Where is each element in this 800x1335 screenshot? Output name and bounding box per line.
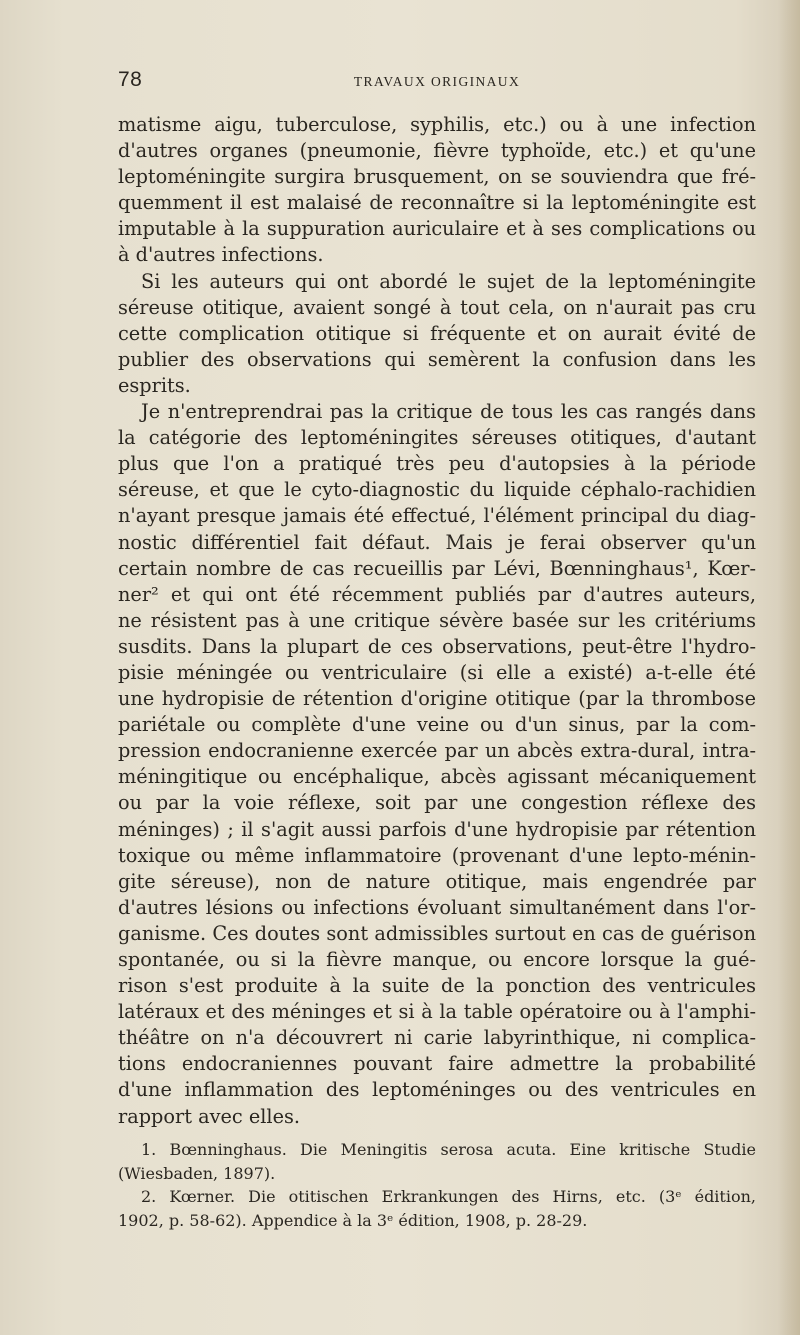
text-line: d'autres lésions ou infections évoluant simultanément dans l'or- [118,895,756,919]
text-line: à d'autres infections. [118,243,324,267]
text-line: publier des observations qui semèrent la confusion dans les [118,347,756,371]
text-line: susdits. Dans la plupart de ces observations, peut-être l'hydro- [118,634,756,658]
main-text [118,112,756,1130]
text-line: Je n'entreprendrai pas la critique de tous les cas rangés dans [141,400,756,424]
text-line: certain nombre de cas recueillis par Lévi, Bœnninghaus¹, Kœr- [118,556,756,580]
text-line: leptoméningite surgira brusquement, on se souviendra que fré- [118,165,756,189]
text-line: méninges) ; il s'agit aussi parfois d'une hydropisie par rétention [118,817,756,841]
text-line: méningitique ou encéphalique, abcès agissant mécaniquement [118,765,756,789]
footnote-line: 1902, p. 58-62). Appendice à la 3ᵉ édition, 1908, p. 28-29. [118,1210,588,1230]
text-line: plus que l'on a pratiqué très peu d'autopsies à la période [118,452,756,476]
text-line: spontanée, ou si la fièvre manque, ou encore lorsque la gué- [118,948,756,971]
text-line: imputable à la suppuration auriculaire et à ses complications ou [118,217,756,241]
page-number: 78 [118,68,143,91]
text-line: d'une inflammation des leptoméninges ou des ventricules en [118,1078,756,1102]
page-header [118,68,756,98]
text-line: gite séreuse), non de nature otitique, mais engendrée par [118,869,756,893]
text-line: la catégorie des leptoméningites séreuses otitiques, d'autant [118,426,756,450]
text-line: Si les auteurs qui ont abordé le sujet de la leptoméningite [141,269,756,293]
running-head: TRAVAUX ORIGINAUX [353,74,521,89]
text-line: pisie méningée ou ventriculaire (si elle a existé) a-t-elle été [118,660,756,684]
text-line: latéraux et des méninges et si à la table opératoire ou à l'amphi- [118,1000,756,1024]
text-line: une hydropisie de rétention d'origine otitique (par la thrombose [118,687,756,711]
text-line: d'autres organes (pneumonie, fièvre typhoïde, etc.) et qu'une [118,139,756,163]
text-line: n'ayant presque jamais été effectué, l'élément principal du diag- [118,504,756,528]
text-line: pression endocranienne exercée par un abcès extra-dural, intra- [118,739,756,763]
footnote-line: 2. Kœrner. Die otitischen Erkrankungen des Hirns, etc. (3ᵉ édition, [141,1187,756,1206]
text-line: ner² et qui ont été récemment publiés par d'autres auteurs, [118,582,756,606]
footnotes [118,1138,756,1232]
text-line: rison s'est produite à la suite de la ponction des ventricules [118,974,756,998]
text-line: quemment il est malaisé de reconnaître si la leptoméningite est [118,191,756,215]
text-line: ne résistent pas à une critique sévère basée sur les critériums [118,608,756,632]
text-line: séreuse otitique, avaient songé à tout cela, on n'aurait pas cru [118,295,756,319]
text-line: toxique ou même inflammatoire (provenant d'une lepto-ménin- [118,843,756,867]
footnote-line: (Wiesbaden, 1897). [118,1163,276,1183]
text-line: théâtre on n'a découvrert ni carie labyrinthique, ni complica- [118,1026,756,1050]
footnote-line: 1. Bœnninghaus. Die Meningitis serosa acuta. Eine kritische Studie [141,1140,756,1159]
text-line: nostic différentiel fait défaut. Mais je ferai observer qu'un [118,530,756,554]
text-line: rapport avec elles. [118,1104,301,1128]
page-edge-shadow [778,0,800,1335]
text-line: esprits. [118,373,191,397]
text-line: ou par la voie réflexe, soit par une congestion réflexe des [118,791,756,815]
text-line: séreuse, et que le cyto-diagnostic du liquide céphalo-rachidien [118,478,756,502]
text-line: matisme aigu, tuberculose, syphilis, etc.) ou à une infection [118,113,756,136]
text-line: pariétale ou complète d'une veine ou d'un sinus, par la com- [118,713,756,737]
text-line: tions endocraniennes pouvant faire admettre la probabilité [118,1052,756,1076]
text-line: cette complication otitique si fréquente et on aurait évité de [118,321,756,345]
text-line: ganisme. Ces doutes sont admissibles surtout en cas de guérison [118,921,756,945]
